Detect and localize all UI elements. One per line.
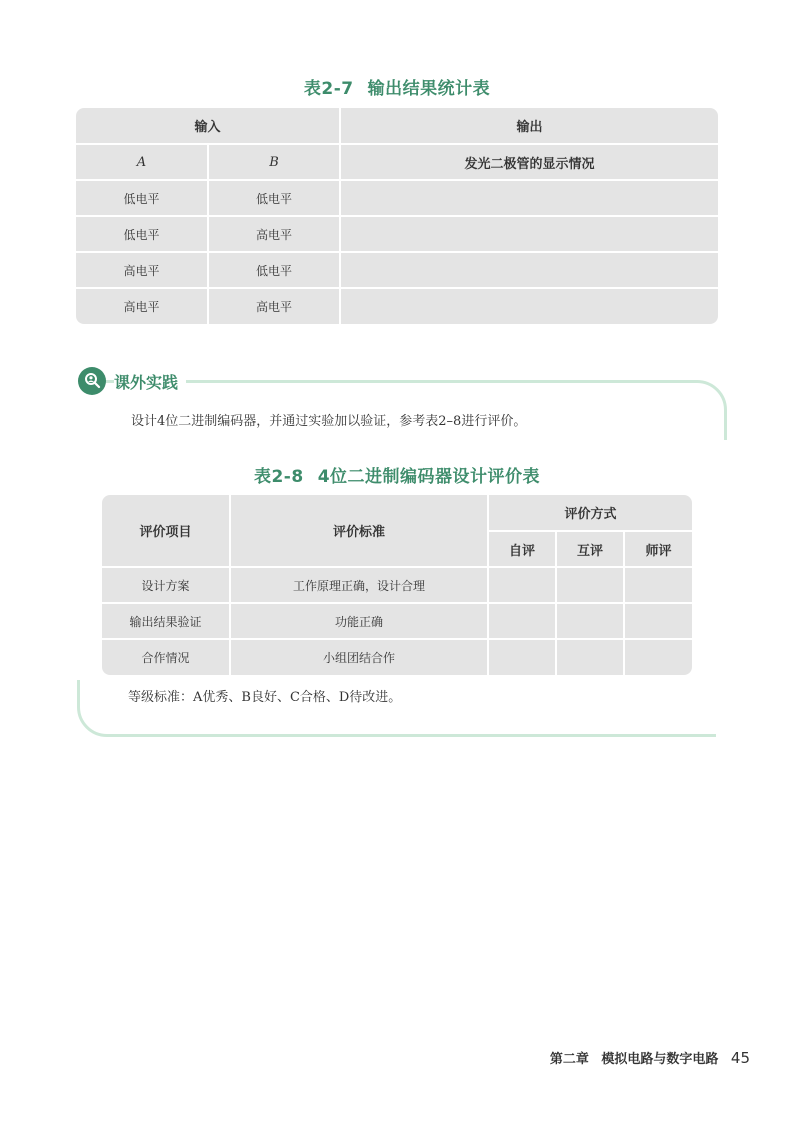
page-footer (550, 1048, 750, 1067)
header-method: 评价方式 (488, 495, 692, 531)
header-display: 发光二极管的显示情况 (340, 144, 718, 180)
cell-b: 高电平 (208, 288, 340, 324)
header-output: 输出 (340, 108, 718, 144)
table-row (76, 180, 718, 216)
page-number: 45 (730, 1049, 750, 1067)
chapter-label: 第二章 (549, 1052, 589, 1067)
cell-a: 高电平 (76, 252, 208, 288)
header-peer: 互评 (556, 531, 624, 567)
cell-peer[interactable] (556, 603, 624, 639)
table-caption-2-8 (0, 462, 794, 487)
cell-a: 低电平 (76, 216, 208, 252)
cell-standard: 工作原理正确，设计合理 (230, 567, 488, 603)
table-row (102, 567, 692, 603)
cell-b: 低电平 (208, 180, 340, 216)
table-row (102, 603, 692, 639)
cell-self[interactable] (488, 639, 556, 675)
evaluation-table (102, 495, 692, 675)
table-caption-2-7 (0, 74, 794, 99)
table-number: 表2-7 (303, 79, 354, 99)
cell-peer[interactable] (556, 639, 624, 675)
cell-a: 高电平 (76, 288, 208, 324)
cell-b: 高电平 (208, 216, 340, 252)
practice-instruction: 设计4位二进制编码器，并通过实验加以验证，参考表2–8进行评价。 (131, 414, 527, 429)
header-self: 自评 (488, 531, 556, 567)
header-col-b: B (208, 144, 340, 180)
cell-item: 输出结果验证 (102, 603, 230, 639)
cell-teacher[interactable] (624, 603, 692, 639)
cell-teacher[interactable] (624, 639, 692, 675)
cell-output[interactable] (340, 180, 718, 216)
header-teacher: 师评 (624, 531, 692, 567)
header-standard: 评价标准 (230, 495, 488, 567)
table-row (76, 288, 718, 324)
cell-peer[interactable] (556, 567, 624, 603)
cell-self[interactable] (488, 603, 556, 639)
table-row (76, 252, 718, 288)
cell-item: 合作情况 (102, 639, 230, 675)
grade-note: 等级标准：A优秀、B良好、C合格、D待改进。 (128, 690, 402, 705)
table-row (76, 216, 718, 252)
cell-output[interactable] (340, 252, 718, 288)
practice-divider (196, 380, 696, 383)
cell-standard: 功能正确 (230, 603, 488, 639)
chapter-title: 模拟电路与数字电路 (601, 1052, 719, 1067)
table-row (102, 639, 692, 675)
cell-b: 低电平 (208, 252, 340, 288)
practice-title: 课外实践 (114, 370, 186, 393)
cell-standard: 小组团结合作 (230, 639, 488, 675)
search-person-icon (78, 367, 106, 395)
cell-item: 设计方案 (102, 567, 230, 603)
cell-a: 低电平 (76, 180, 208, 216)
table-title: 输出结果统计表 (367, 79, 491, 99)
table-number: 表2-8 (253, 467, 304, 487)
header-input: 输入 (76, 108, 340, 144)
cell-self[interactable] (488, 567, 556, 603)
cell-teacher[interactable] (624, 567, 692, 603)
cell-output[interactable] (340, 216, 718, 252)
table-title: 4位二进制编码器设计评价表 (317, 467, 541, 487)
output-stats-table (76, 108, 718, 324)
header-item: 评价项目 (102, 495, 230, 567)
header-col-a: A (76, 144, 208, 180)
cell-output[interactable] (340, 288, 718, 324)
